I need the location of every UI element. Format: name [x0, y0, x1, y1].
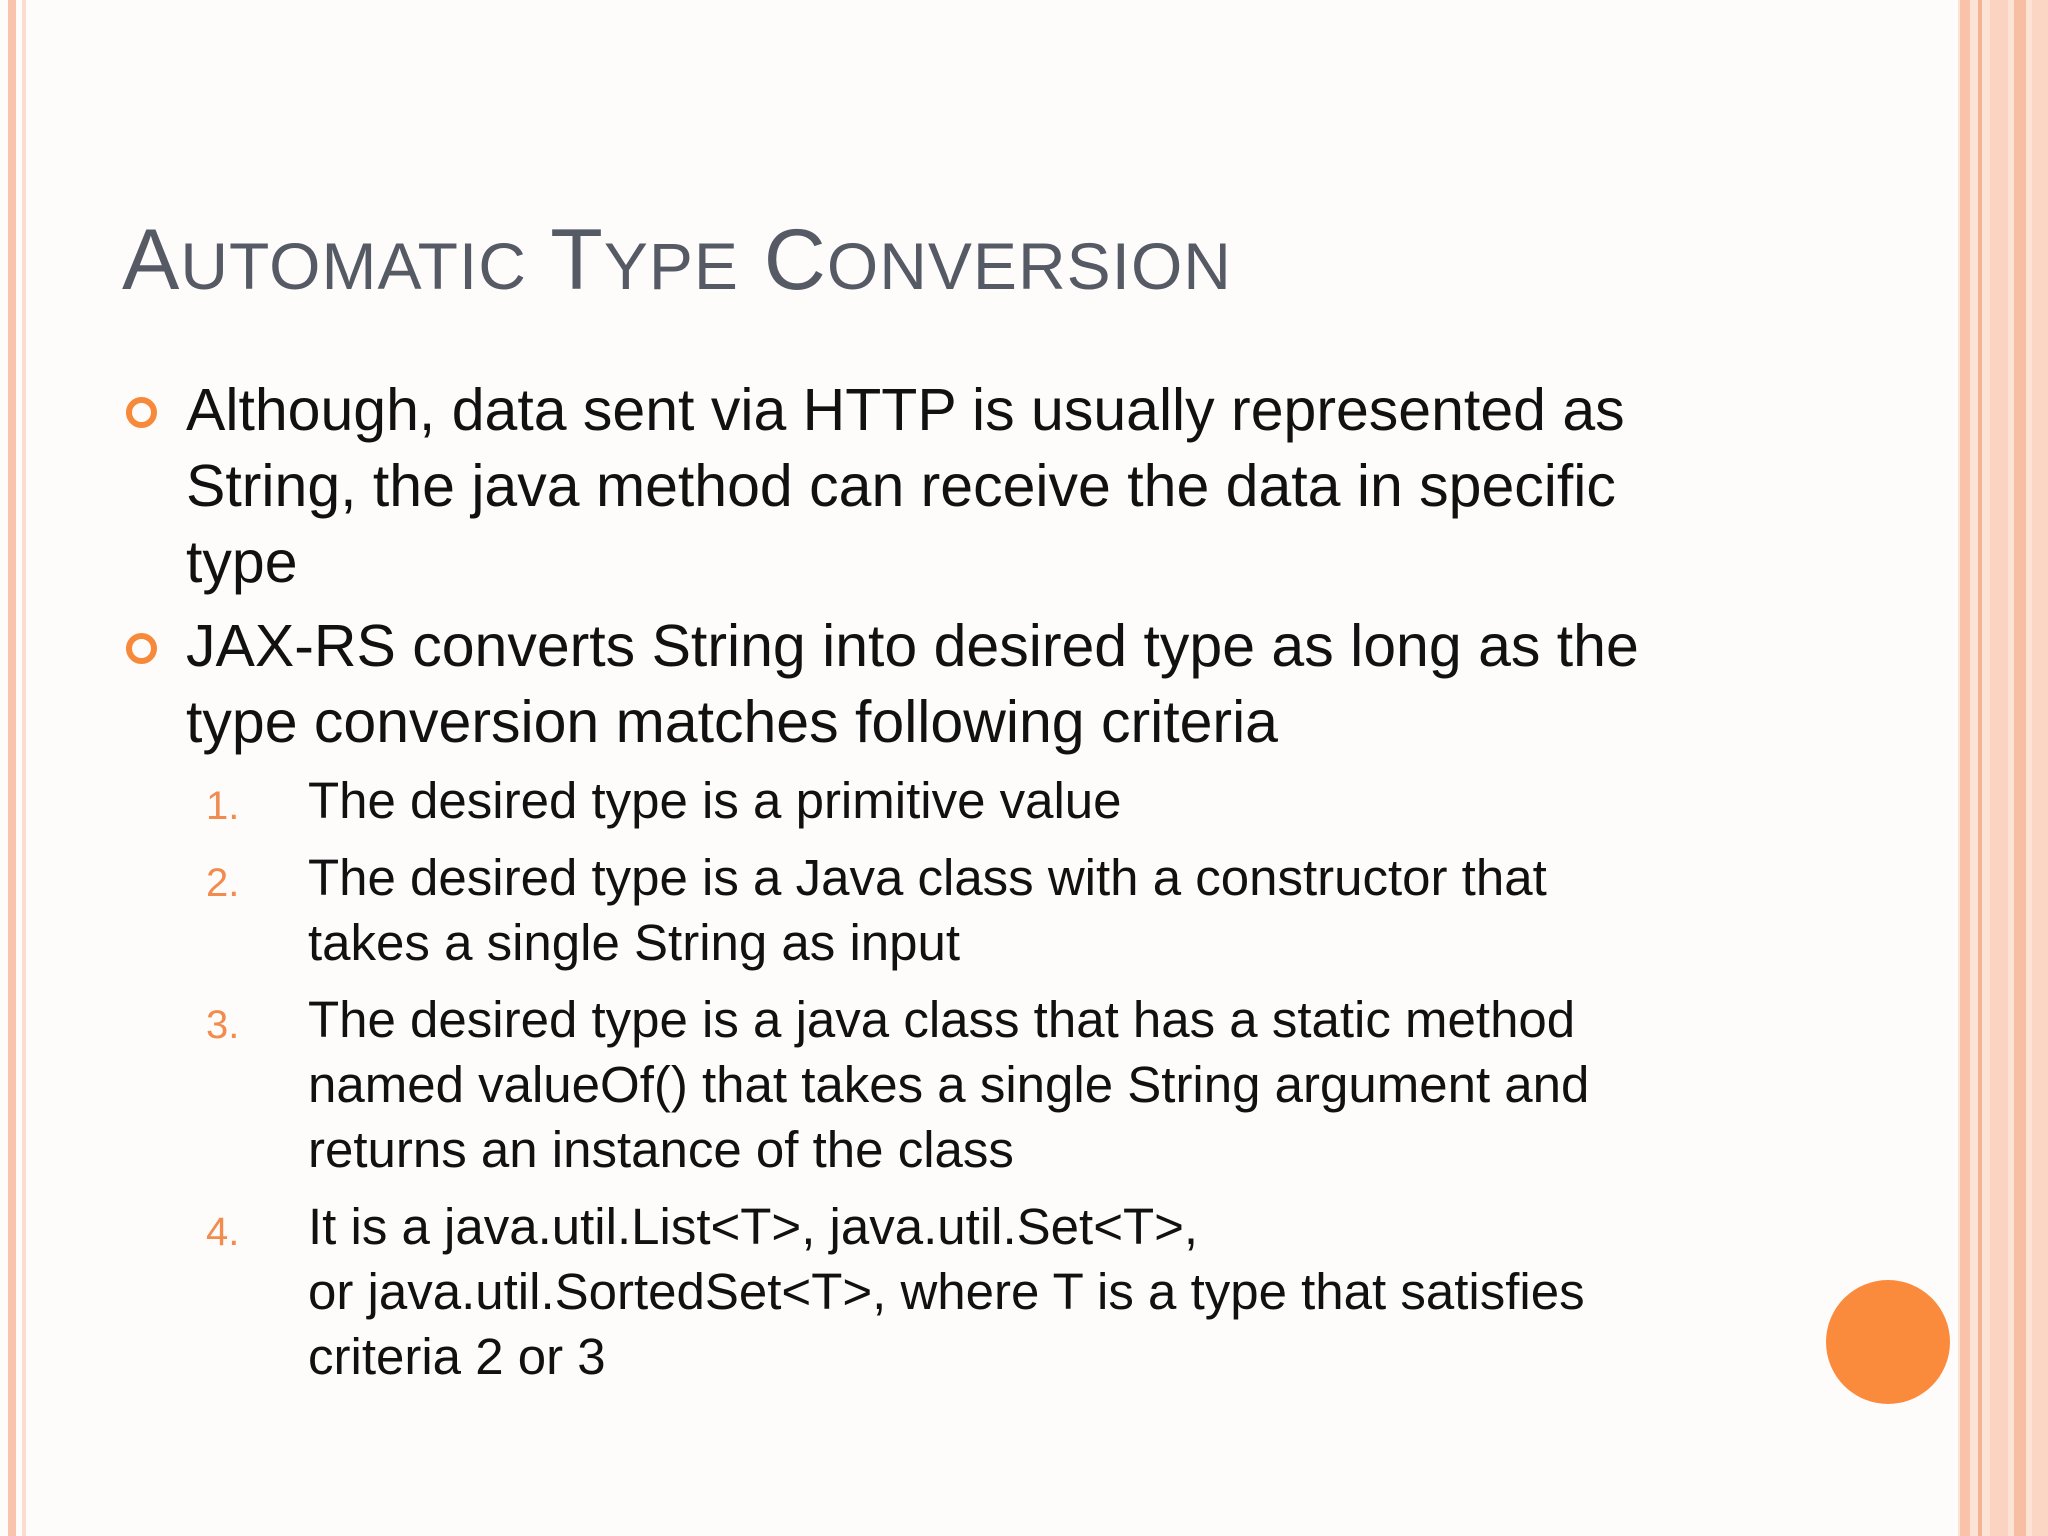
- slide-body: [120, 372, 1760, 1401]
- bullet-item: JAX-RS converts String into desired type as long as the type conversion matches following criteria: [120, 608, 1760, 760]
- title-word: TYPE: [550, 212, 739, 308]
- criteria-number: 4.: [206, 1210, 240, 1254]
- criteria-item: 2. The desired type is a Java class with a constructor that takes a single String as input: [206, 849, 1547, 971]
- title-word: AUTOMATIC: [122, 212, 527, 308]
- bullet-ring-icon: [126, 397, 157, 428]
- criteria-number: 2.: [206, 861, 240, 905]
- criteria-number: 3.: [206, 1003, 240, 1047]
- left-border-stripe-thin: [22, 0, 26, 1536]
- right-border-stripe: [1960, 0, 1970, 1536]
- right-border-stripe: [1978, 0, 1982, 1536]
- decorative-circle: [1826, 1280, 1950, 1404]
- right-border-stripe: [2032, 0, 2048, 1536]
- left-border-stripe: [8, 0, 16, 1536]
- criteria-list: [120, 768, 1760, 1389]
- criteria-item: 1. The desired type is a primitive value: [206, 768, 1760, 833]
- right-border-stripe: [1990, 0, 2008, 1536]
- title-word: CONVERSION: [763, 212, 1232, 308]
- criteria-item: 3. The desired type is a java class that has a static method named valueOf() that takes a single String argument and returns an instance of the class: [206, 991, 1590, 1178]
- slide-title: [122, 210, 1232, 316]
- right-border-stripe: [2014, 0, 2026, 1536]
- bullet-item: Although, data sent via HTTP is usually represented as String, the java method can receive the data in specific type: [120, 372, 1760, 600]
- bullet-ring-icon: [126, 633, 157, 664]
- criteria-item: 4. It is a java.util.List<T>, java.util.Set<T>, or java.util.SortedSet<T>, where T is a type that satisfies criteria 2 or 3: [206, 1198, 1585, 1385]
- criteria-number: 1.: [206, 784, 240, 828]
